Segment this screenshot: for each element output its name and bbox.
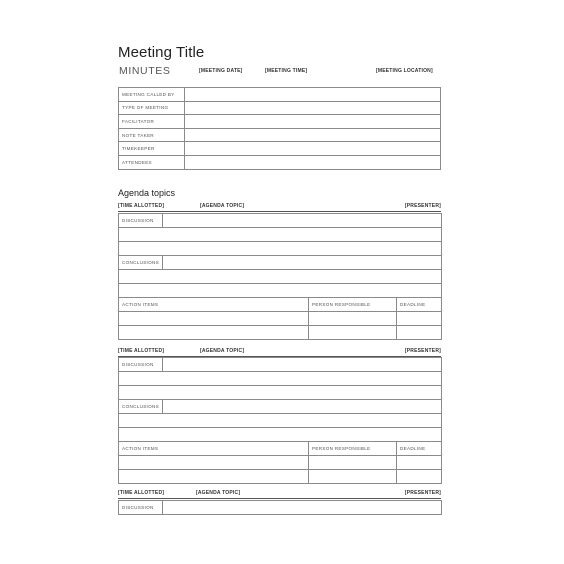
presenter: [PRESENTER] — [404, 490, 441, 496]
action-item-cell[interactable] — [119, 326, 309, 340]
person-responsible-label: PERSON RESPONSIBLE — [309, 298, 397, 312]
discussion-line[interactable] — [119, 386, 442, 400]
conclusions-label: CONCLUSIONS — [119, 400, 163, 414]
info-value-cell[interactable] — [185, 88, 441, 102]
meeting-info-table — [118, 87, 441, 170]
info-value-cell[interactable] — [185, 101, 441, 115]
conclusions-line[interactable] — [119, 428, 442, 442]
agenda-heading: Agenda topics — [118, 188, 176, 198]
info-label-facilitator: FACILITATOR — [119, 115, 185, 129]
deadline-cell[interactable] — [397, 456, 442, 470]
presenter: [PRESENTER] — [404, 348, 441, 354]
info-row — [119, 128, 441, 142]
deadline-label: DEADLINE — [397, 442, 442, 456]
presenter: [PRESENTER] — [404, 203, 441, 209]
minutes-subtitle: MINUTES — [119, 65, 171, 77]
conclusions-label: CONCLUSIONS — [119, 256, 163, 270]
meeting-time: [MEETING TIME] — [265, 68, 308, 74]
info-label-timekeeper: TIMEKEEPER — [119, 142, 185, 156]
info-row — [119, 101, 441, 115]
agenda-topic-header — [118, 489, 441, 499]
deadline-cell[interactable] — [397, 312, 442, 326]
person-cell[interactable] — [309, 470, 397, 484]
info-value-cell[interactable] — [185, 115, 441, 129]
person-cell[interactable] — [309, 312, 397, 326]
deadline-cell[interactable] — [397, 326, 442, 340]
agenda-table — [118, 213, 442, 340]
time-allotted: [TIME ALLOTTED] — [118, 203, 165, 209]
meeting-title: Meeting Title — [118, 44, 205, 61]
meeting-location: [MEETING LOCATION] — [376, 68, 433, 74]
info-label-note-taker: NOTE TAKER — [119, 128, 185, 142]
action-item-cell[interactable] — [119, 312, 309, 326]
discussion-line[interactable] — [119, 372, 442, 386]
conclusions-line[interactable] — [119, 284, 442, 298]
action-items-label: ACTION ITEMS — [119, 442, 309, 456]
agenda-table — [118, 500, 442, 515]
agenda-topic-header — [118, 202, 441, 212]
conclusions-line[interactable] — [119, 270, 442, 284]
info-row — [119, 115, 441, 129]
action-items-label: ACTION ITEMS — [119, 298, 309, 312]
discussion-line[interactable] — [119, 242, 442, 256]
info-row — [119, 88, 441, 102]
agenda-table — [118, 357, 442, 484]
info-label-attendees: ATTENDEES — [119, 155, 185, 169]
action-item-cell[interactable] — [119, 470, 309, 484]
info-value-cell[interactable] — [185, 142, 441, 156]
info-label-type: TYPE OF MEETING — [119, 101, 185, 115]
conclusions-line[interactable] — [119, 414, 442, 428]
time-allotted: [TIME ALLOTTED] — [118, 490, 165, 496]
discussion-line[interactable] — [119, 228, 442, 242]
agenda-topic-header — [118, 347, 441, 357]
person-responsible-label: PERSON RESPONSIBLE — [309, 442, 397, 456]
discussion-cell[interactable] — [163, 358, 442, 372]
deadline-cell[interactable] — [397, 470, 442, 484]
discussion-label: DISCUSSION — [119, 358, 163, 372]
info-row — [119, 155, 441, 169]
meeting-date: [MEETING DATE] — [199, 68, 243, 74]
person-cell[interactable] — [309, 326, 397, 340]
conclusions-cell[interactable] — [163, 400, 442, 414]
conclusions-cell[interactable] — [163, 256, 442, 270]
agenda-topic: [AGENDA TOPIC] — [196, 490, 241, 496]
info-value-cell[interactable] — [185, 155, 441, 169]
deadline-label: DEADLINE — [397, 298, 442, 312]
info-row — [119, 142, 441, 156]
person-cell[interactable] — [309, 456, 397, 470]
discussion-label: DISCUSSION — [119, 214, 163, 228]
time-allotted: [TIME ALLOTTED] — [118, 348, 165, 354]
agenda-topic: [AGENDA TOPIC] — [200, 348, 245, 354]
agenda-topic: [AGENDA TOPIC] — [200, 203, 245, 209]
discussion-label: DISCUSSION — [119, 501, 163, 515]
discussion-cell[interactable] — [163, 214, 442, 228]
info-value-cell[interactable] — [185, 128, 441, 142]
discussion-cell[interactable] — [163, 501, 442, 515]
action-item-cell[interactable] — [119, 456, 309, 470]
info-label-called-by: MEETING CALLED BY — [119, 88, 185, 102]
